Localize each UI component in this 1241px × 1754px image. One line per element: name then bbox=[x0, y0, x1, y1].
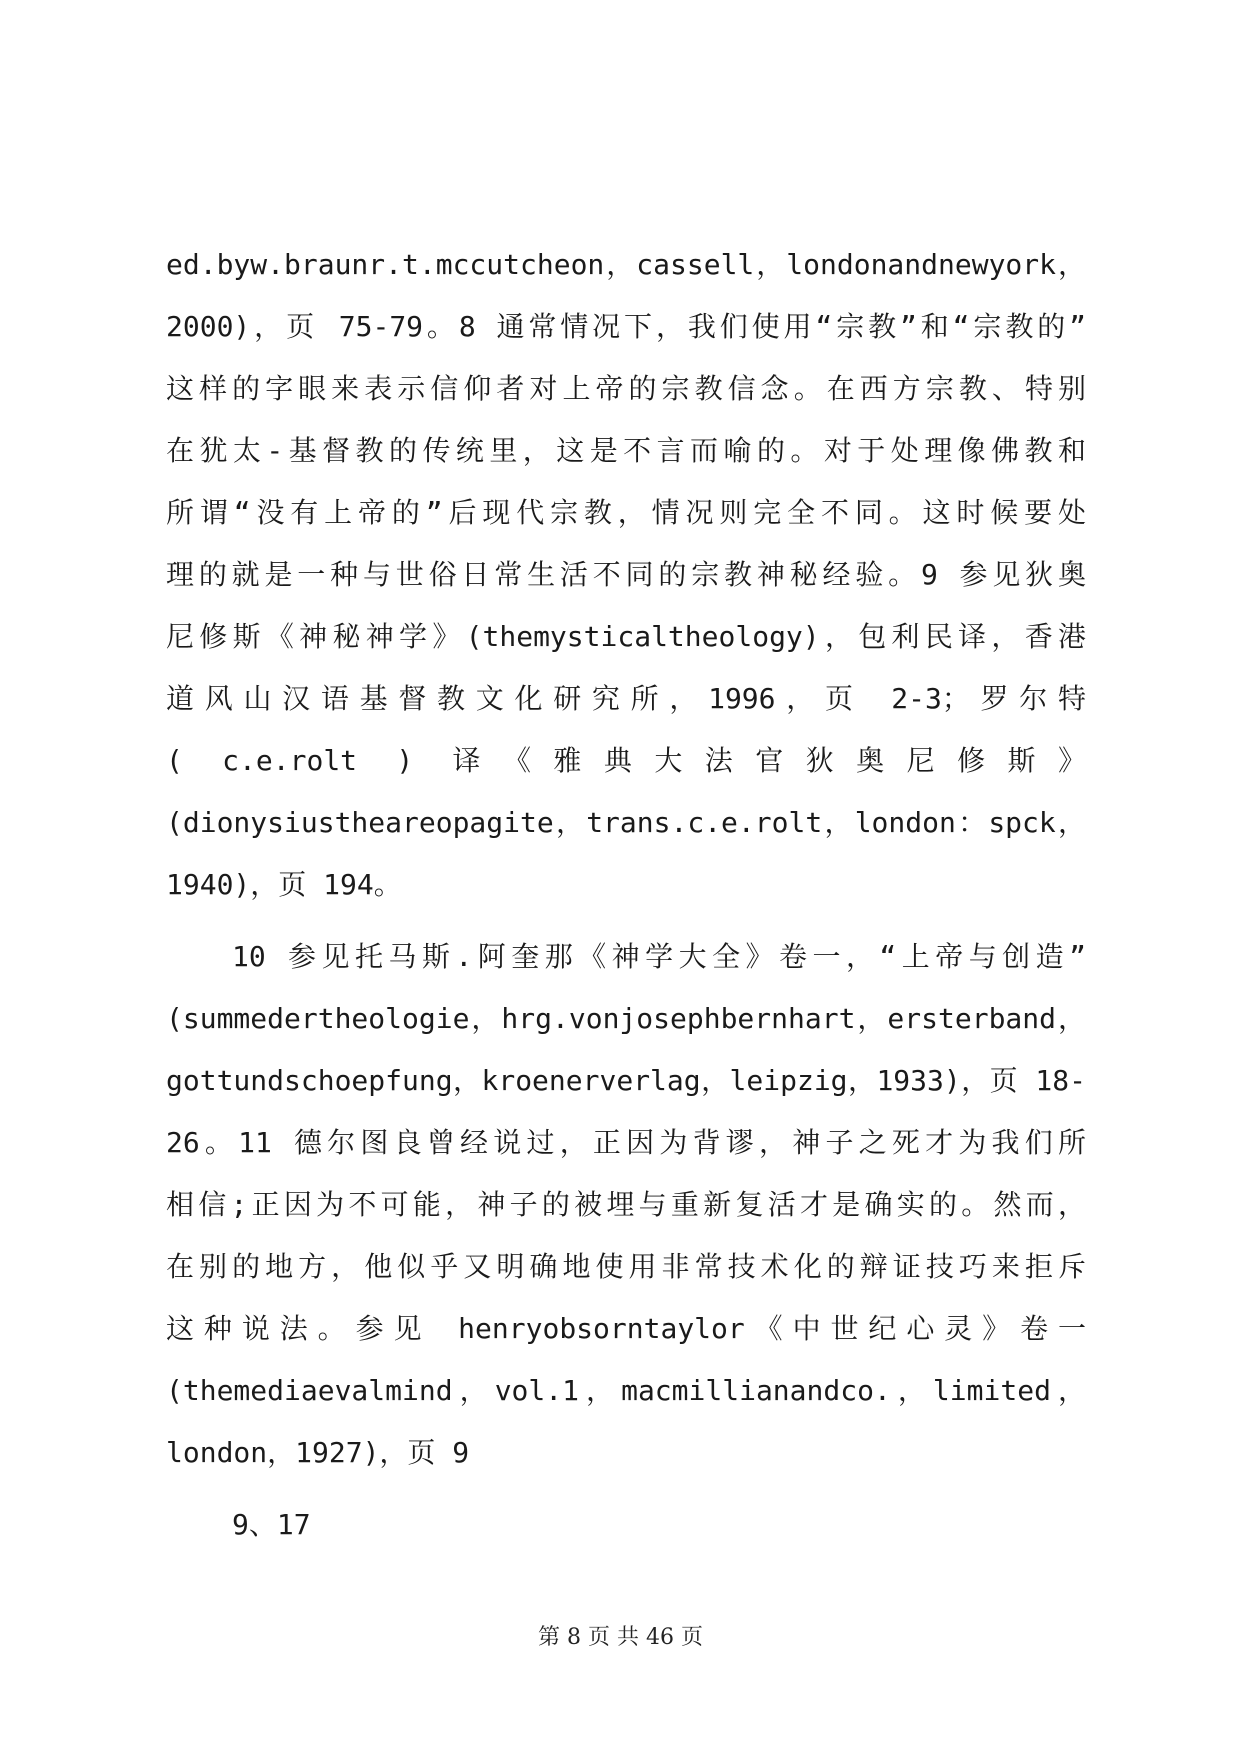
text-line: 这样的字眼来表示信仰者对上帝的宗教信念。在西方宗教、特别 bbox=[166, 372, 1086, 405]
text-line: 理的就是一种与世俗日常生活不同的宗教神秘经验。9 参见狄奥 bbox=[166, 558, 1086, 591]
text-line: 2000)，页 75-79。8 通常情况下，我们使用“宗教”和“宗教的” bbox=[166, 310, 1086, 343]
text-line: (summedertheologie，hrg.vonjosephbernhart，ersterband， bbox=[166, 1002, 1086, 1035]
text-line: 9、17 bbox=[232, 1508, 311, 1541]
text-line: 26。11 德尔图良曾经说过，正因为背谬，神子之死才为我们所 bbox=[166, 1126, 1086, 1159]
text-line: 这种说法。参见 henryobsorntaylor《中世纪心灵》卷一 bbox=[166, 1312, 1086, 1345]
text-line: ed.byw.braunr.t.mccutcheon，cassell，londonandnewyork， bbox=[166, 248, 1086, 281]
text-line: 相信;正因为不可能，神子的被埋与重新复活才是确实的。然而， bbox=[166, 1188, 1086, 1221]
text-line: 10 参见托马斯.阿奎那《神学大全》卷一，“上帝与创造” bbox=[232, 940, 1086, 973]
text-line: 在别的地方，他似乎又明确地使用非常技术化的辩证技巧来拒斥 bbox=[166, 1250, 1086, 1283]
paragraph-gap bbox=[166, 916, 1086, 926]
text-line: 道风山汉语基督教文化研究所，1996，页 2-3；罗尔特 bbox=[166, 682, 1086, 715]
text-line: (dionysiustheareopagite，trans.c.e.rolt，london：spck， bbox=[166, 806, 1086, 839]
body-text bbox=[166, 234, 1086, 1556]
text-line: ( c.e.rolt ) 译《雅典大法官狄奥尼修斯》 bbox=[166, 744, 1086, 777]
text-line: 1940)，页 194。 bbox=[166, 868, 402, 901]
text-line: london，1927)，页 9 bbox=[166, 1436, 470, 1469]
text-line: (themediaevalmind，vol.1，macmillianandco.，limited， bbox=[166, 1374, 1086, 1407]
text-line: 所谓“没有上帝的”后现代宗教，情况则完全不同。这时候要处 bbox=[166, 496, 1086, 529]
paragraph-gap bbox=[166, 1484, 1086, 1494]
page-number-footer: 第 8 页 共 46 页 bbox=[538, 1625, 703, 1650]
text-line: gottundschoepfung，kroenerverlag，leipzig，1933)，页 18- bbox=[166, 1064, 1086, 1097]
text-line: 在犹太-基督教的传统里，这是不言而喻的。对于处理像佛教和 bbox=[166, 434, 1086, 467]
text-line: 尼修斯《神秘神学》(themysticaltheology)，包利民译，香港 bbox=[166, 620, 1086, 653]
